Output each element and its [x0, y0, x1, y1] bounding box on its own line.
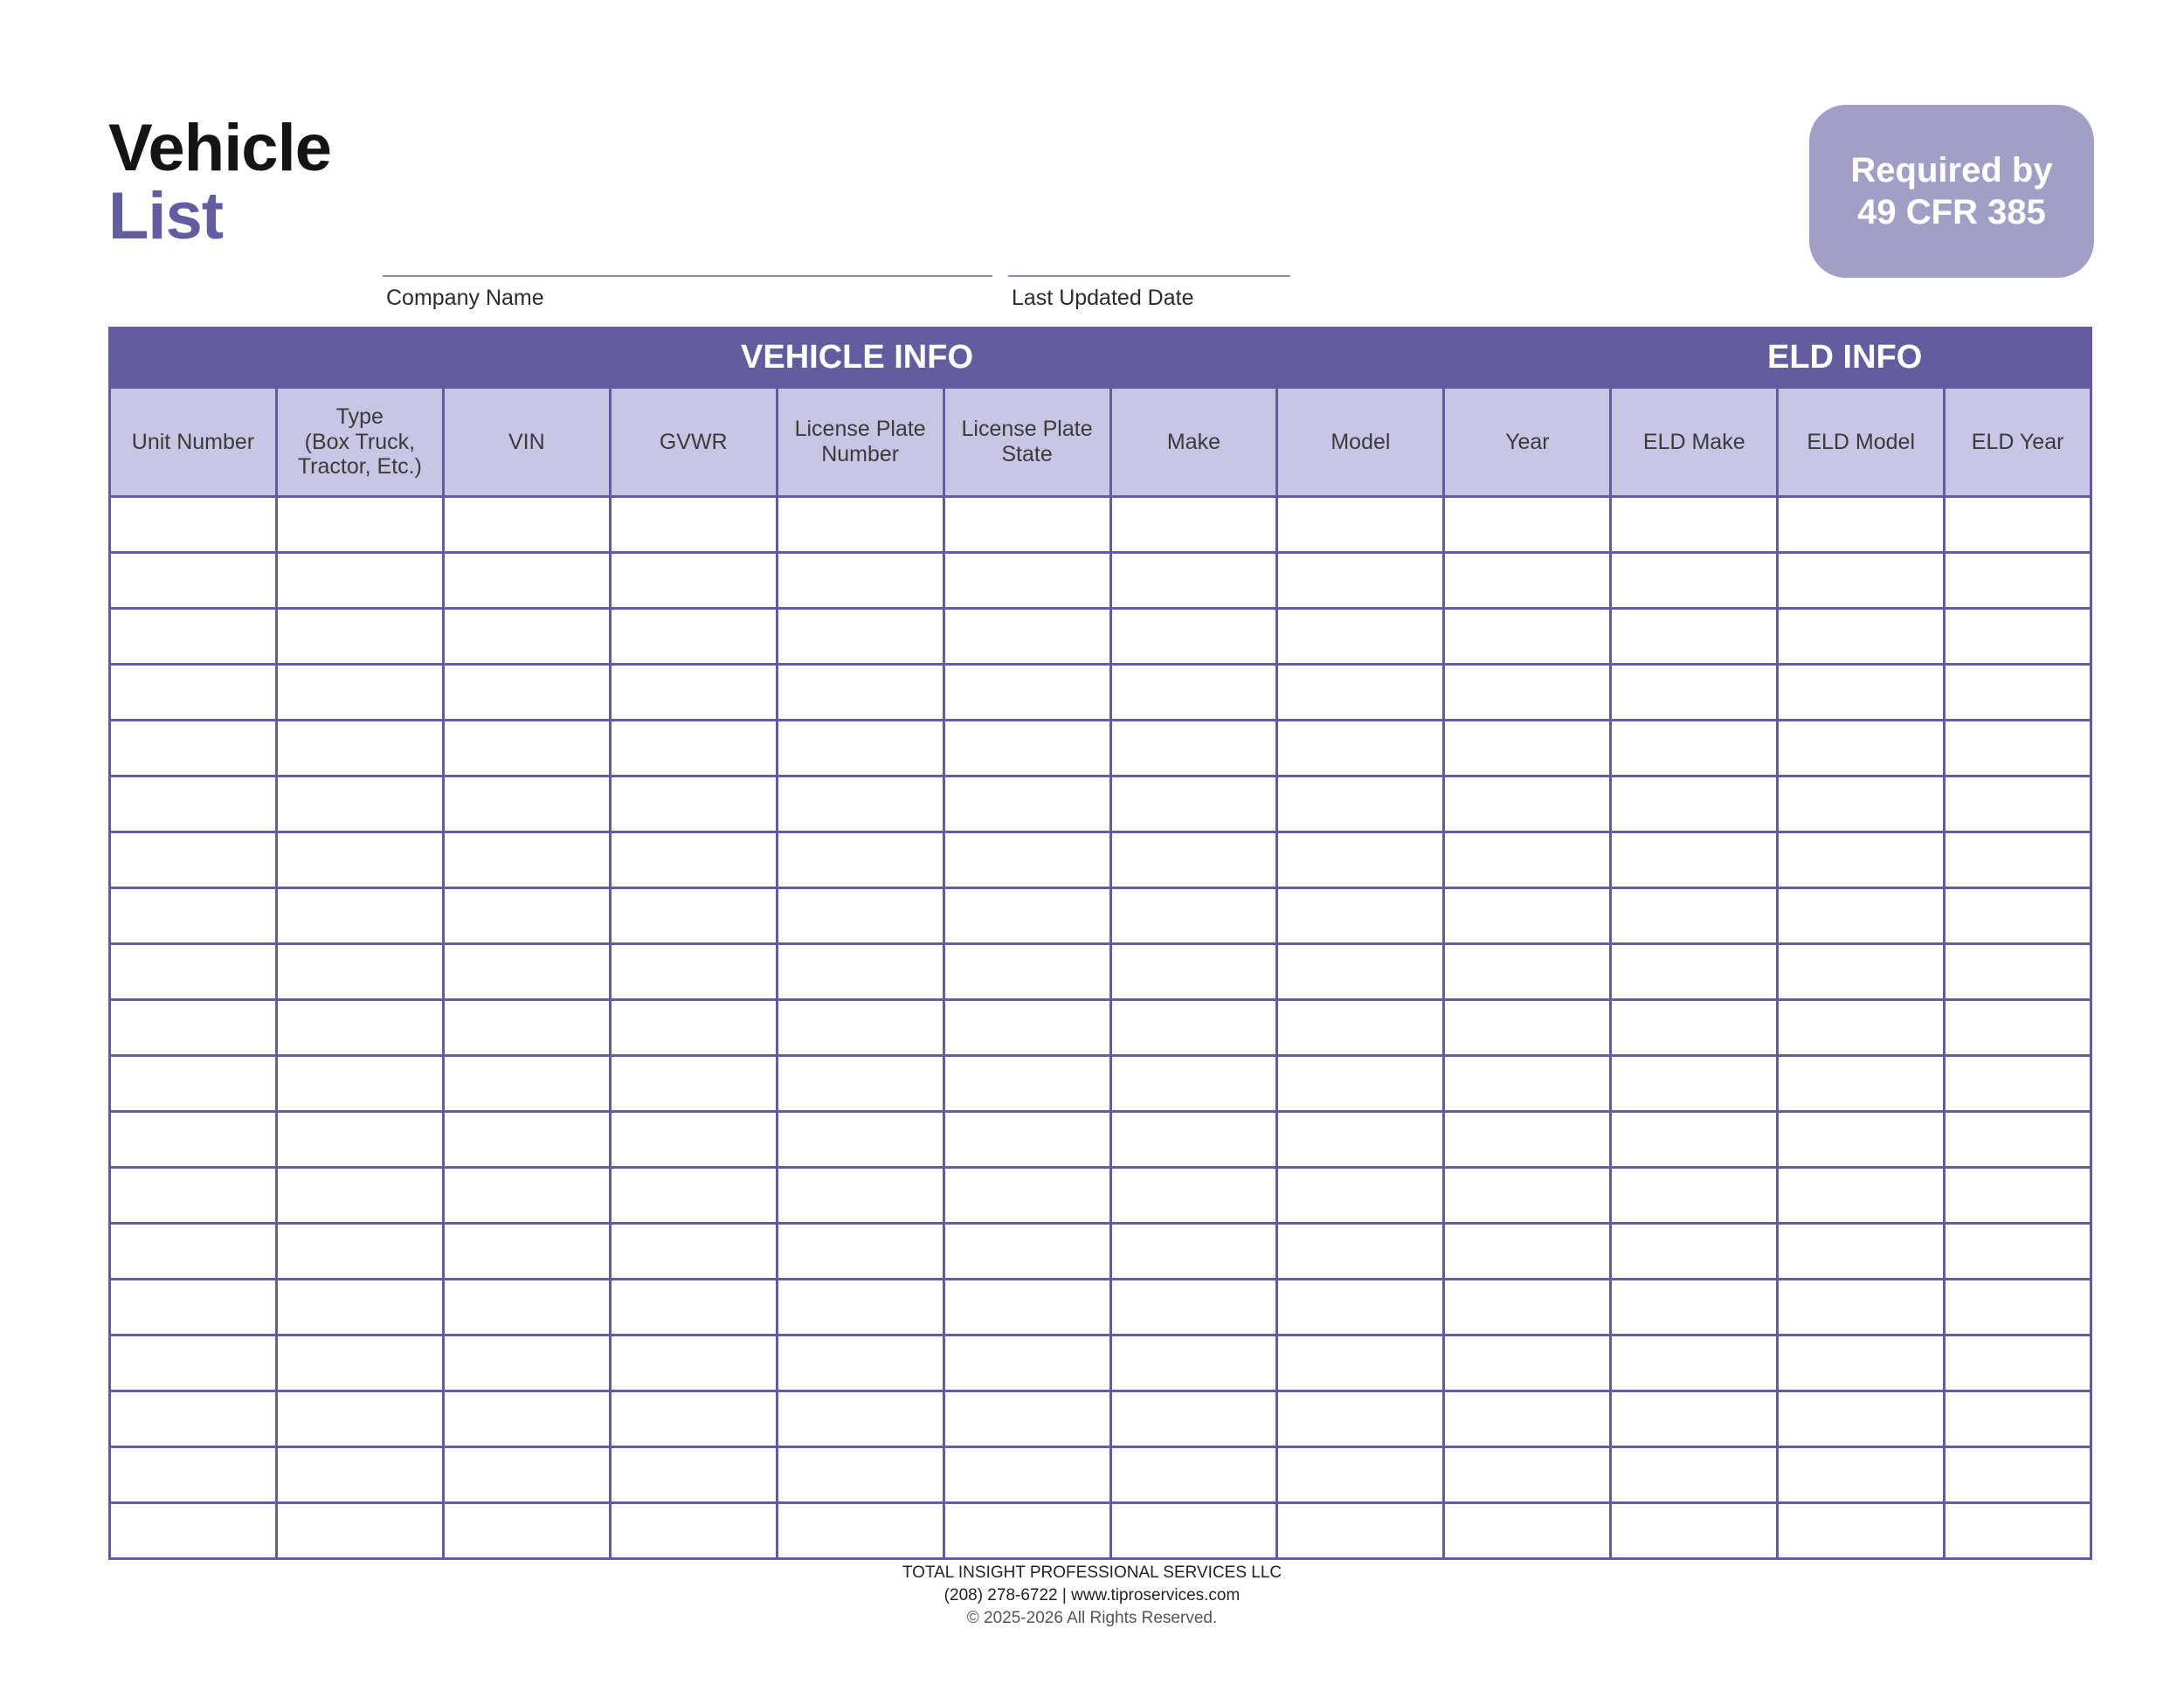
table-cell[interactable] — [778, 1113, 945, 1166]
table-cell[interactable] — [612, 1392, 778, 1446]
table-cell[interactable] — [111, 1448, 278, 1501]
table-cell[interactable] — [278, 1280, 445, 1334]
table-cell[interactable] — [1278, 945, 1445, 998]
table-cell[interactable] — [1779, 1448, 1946, 1501]
footer-company: TOTAL INSIGHT PROFESSIONAL SERVICES LLC — [902, 1563, 1282, 1582]
table-cell[interactable] — [778, 889, 945, 942]
table-cell[interactable] — [778, 1225, 945, 1278]
section-banner — [111, 329, 2090, 387]
table-cell[interactable] — [945, 1001, 1112, 1054]
column-header-row — [111, 387, 2090, 495]
table-row — [111, 607, 2090, 663]
table-cell[interactable] — [111, 945, 278, 998]
table-cell[interactable] — [111, 554, 278, 607]
table-cell[interactable] — [778, 554, 945, 607]
table-cell[interactable] — [612, 1001, 778, 1054]
table-cell[interactable] — [1112, 833, 1279, 887]
table-cell[interactable] — [111, 889, 278, 942]
table-cell[interactable] — [1278, 889, 1445, 942]
table-cell[interactable] — [1112, 1057, 1279, 1110]
table-cell[interactable] — [111, 1001, 278, 1054]
table-cell[interactable] — [778, 1280, 945, 1334]
table-cell[interactable] — [1112, 1280, 1279, 1334]
table-cell[interactable] — [1112, 1504, 1279, 1557]
table-cell[interactable] — [1779, 1280, 1946, 1334]
eld-info-heading: ELD INFO — [1767, 339, 1923, 376]
table-cell[interactable] — [612, 610, 778, 663]
page-title-line1: Vehicle — [108, 111, 331, 185]
table-cell[interactable] — [445, 1169, 612, 1222]
column-header: ELD Model — [1779, 389, 1946, 495]
table-cell[interactable] — [612, 1113, 778, 1166]
table-cell[interactable] — [1946, 945, 2090, 998]
table-row — [111, 887, 2090, 942]
table-row — [111, 1334, 2090, 1390]
table-cell[interactable] — [945, 1392, 1112, 1446]
table-cell[interactable] — [778, 945, 945, 998]
table-cell[interactable] — [1278, 1392, 1445, 1446]
table-cell[interactable] — [1612, 1504, 1779, 1557]
table-cell[interactable] — [1445, 554, 1612, 607]
table-cell[interactable] — [278, 777, 445, 831]
page-title-line2: List — [108, 179, 224, 253]
table-cell[interactable] — [1445, 1113, 1612, 1166]
table-cell[interactable] — [1112, 889, 1279, 942]
table-cell[interactable] — [111, 666, 278, 719]
table-cell[interactable] — [1445, 1448, 1612, 1501]
table-cell[interactable] — [1112, 1001, 1279, 1054]
table-cell[interactable] — [1946, 1057, 2090, 1110]
table-cell[interactable] — [778, 1448, 945, 1501]
table-cell[interactable] — [1612, 1169, 1779, 1222]
table-cell[interactable] — [1612, 1057, 1779, 1110]
table-cell[interactable] — [111, 1504, 278, 1557]
table-cell[interactable] — [1612, 1001, 1779, 1054]
table-cell[interactable] — [1612, 1336, 1779, 1390]
table-cell[interactable] — [1278, 1057, 1445, 1110]
table-cell[interactable] — [1278, 610, 1445, 663]
table-cell[interactable] — [1946, 1336, 2090, 1390]
table-cell[interactable] — [1112, 610, 1279, 663]
table-body — [111, 495, 2090, 1557]
table-cell[interactable] — [111, 1392, 278, 1446]
table-cell[interactable] — [945, 666, 1112, 719]
table-cell[interactable] — [1779, 889, 1946, 942]
table-cell[interactable] — [1112, 554, 1279, 607]
table-cell[interactable] — [278, 833, 445, 887]
table-cell[interactable] — [778, 1169, 945, 1222]
table-row — [111, 495, 2090, 551]
table-cell[interactable] — [1779, 498, 1946, 551]
table-cell[interactable] — [1278, 498, 1445, 551]
table-cell[interactable] — [1779, 1113, 1946, 1166]
regulation-badge — [1809, 105, 2094, 278]
table-cell[interactable] — [445, 554, 612, 607]
table-cell[interactable] — [1612, 1113, 1779, 1166]
table-cell[interactable] — [1445, 610, 1612, 663]
table-cell[interactable] — [1612, 610, 1779, 663]
table-cell[interactable] — [1779, 721, 1946, 775]
table-cell[interactable] — [1445, 498, 1612, 551]
table-cell[interactable] — [1445, 1280, 1612, 1334]
table-cell[interactable] — [1278, 1001, 1445, 1054]
table-cell[interactable] — [278, 1504, 445, 1557]
table-cell[interactable] — [1278, 1113, 1445, 1166]
table-row — [111, 942, 2090, 998]
table-cell[interactable] — [1445, 666, 1612, 719]
table-cell[interactable] — [1946, 498, 2090, 551]
table-cell[interactable] — [445, 1448, 612, 1501]
table-cell[interactable] — [445, 610, 612, 663]
table-cell[interactable] — [945, 1280, 1112, 1334]
table-cell[interactable] — [278, 1448, 445, 1501]
table-cell[interactable] — [111, 1225, 278, 1278]
table-cell[interactable] — [778, 777, 945, 831]
table-cell[interactable] — [445, 1225, 612, 1278]
table-cell[interactable] — [278, 554, 445, 607]
table-cell[interactable] — [1946, 1169, 2090, 1222]
table-cell[interactable] — [445, 721, 612, 775]
table-cell[interactable] — [1946, 610, 2090, 663]
table-cell[interactable] — [945, 610, 1112, 663]
table-cell[interactable] — [945, 833, 1112, 887]
table-cell[interactable] — [1946, 721, 2090, 775]
table-cell[interactable] — [612, 1169, 778, 1222]
column-header: License Plate State — [945, 389, 1112, 495]
table-row — [111, 1054, 2090, 1110]
table-cell[interactable] — [612, 777, 778, 831]
table-cell[interactable] — [1779, 1392, 1946, 1446]
table-cell[interactable] — [445, 1280, 612, 1334]
badge-line2: 49 CFR 385 — [1857, 193, 2046, 231]
table-cell[interactable] — [1946, 1392, 2090, 1446]
table-cell[interactable] — [1112, 498, 1279, 551]
table-cell[interactable] — [1612, 554, 1779, 607]
table-cell[interactable] — [111, 1336, 278, 1390]
table-cell[interactable] — [1445, 889, 1612, 942]
table-cell[interactable] — [1112, 1448, 1279, 1501]
table-cell[interactable] — [1779, 1057, 1946, 1110]
table-cell[interactable] — [278, 498, 445, 551]
table-cell[interactable] — [1278, 1225, 1445, 1278]
table-cell[interactable] — [278, 1169, 445, 1222]
table-cell[interactable] — [1445, 1392, 1612, 1446]
table-cell[interactable] — [278, 1057, 445, 1110]
table-cell[interactable] — [1278, 1504, 1445, 1557]
table-cell[interactable] — [612, 666, 778, 719]
table-row — [111, 1278, 2090, 1334]
table-cell[interactable] — [111, 721, 278, 775]
column-header: Model — [1278, 389, 1445, 495]
table-cell[interactable] — [1445, 777, 1612, 831]
footer — [0, 1562, 2184, 1630]
table-cell[interactable] — [445, 1336, 612, 1390]
table-cell[interactable] — [278, 1001, 445, 1054]
table-cell[interactable] — [445, 777, 612, 831]
table-cell[interactable] — [445, 1113, 612, 1166]
table-cell[interactable] — [278, 945, 445, 998]
table-row — [111, 831, 2090, 887]
table-cell[interactable] — [1946, 1225, 2090, 1278]
table-cell[interactable] — [1946, 554, 2090, 607]
table-cell[interactable] — [778, 833, 945, 887]
table-cell[interactable] — [1779, 833, 1946, 887]
badge-line1: Required by — [1850, 151, 2053, 190]
table-cell[interactable] — [111, 610, 278, 663]
column-header: Type (Box Truck, Tractor, Etc.) — [278, 389, 445, 495]
table-cell[interactable] — [1445, 1001, 1612, 1054]
table-cell[interactable] — [945, 777, 1112, 831]
vehicle-info-heading: VEHICLE INFO — [741, 339, 974, 376]
table-cell[interactable] — [1779, 777, 1946, 831]
table-cell[interactable] — [1946, 1280, 2090, 1334]
table-row — [111, 1390, 2090, 1446]
table-cell[interactable] — [1612, 498, 1779, 551]
table-cell[interactable] — [445, 1057, 612, 1110]
table-cell[interactable] — [1612, 833, 1779, 887]
table-cell[interactable] — [1946, 666, 2090, 719]
table-cell[interactable] — [1779, 666, 1946, 719]
table-cell[interactable] — [1112, 1225, 1279, 1278]
table-cell[interactable] — [778, 1057, 945, 1110]
table-cell[interactable] — [778, 1392, 945, 1446]
table-cell[interactable] — [1946, 833, 2090, 887]
table-cell[interactable] — [111, 1057, 278, 1110]
table-cell[interactable] — [278, 1113, 445, 1166]
column-header: GVWR — [612, 389, 778, 495]
table-cell[interactable] — [1445, 945, 1612, 998]
table-cell[interactable] — [1779, 610, 1946, 663]
table-cell[interactable] — [612, 1336, 778, 1390]
table-cell[interactable] — [1779, 1001, 1946, 1054]
table-cell[interactable] — [1445, 1225, 1612, 1278]
last-updated-line[interactable] — [1008, 275, 1290, 277]
table-cell[interactable] — [778, 1504, 945, 1557]
table-cell[interactable] — [1278, 1448, 1445, 1501]
table-cell[interactable] — [945, 889, 1112, 942]
company-name-line[interactable] — [383, 275, 992, 277]
table-cell[interactable] — [945, 1225, 1112, 1278]
table-cell[interactable] — [1612, 1280, 1779, 1334]
table-cell[interactable] — [945, 1504, 1112, 1557]
table-cell[interactable] — [612, 498, 778, 551]
table-cell[interactable] — [445, 666, 612, 719]
table-cell[interactable] — [945, 498, 1112, 551]
table-cell[interactable] — [278, 666, 445, 719]
table-row — [111, 663, 2090, 719]
table-cell[interactable] — [1779, 945, 1946, 998]
table-cell[interactable] — [278, 889, 445, 942]
table-cell[interactable] — [445, 833, 612, 887]
table-cell[interactable] — [445, 498, 612, 551]
table-cell[interactable] — [612, 1225, 778, 1278]
table-cell[interactable] — [945, 554, 1112, 607]
table-cell[interactable] — [1278, 833, 1445, 887]
table-cell[interactable] — [1946, 1113, 2090, 1166]
footer-contact: (208) 278-6722 | www.tiproservices.com — [943, 1586, 1241, 1605]
table-cell[interactable] — [778, 610, 945, 663]
table-cell[interactable] — [1946, 889, 2090, 942]
table-cell[interactable] — [111, 833, 278, 887]
table-row — [111, 998, 2090, 1054]
table-cell[interactable] — [1278, 1169, 1445, 1222]
table-cell[interactable] — [612, 889, 778, 942]
last-updated-label: Last Updated Date — [1012, 286, 1194, 310]
column-header: Unit Number — [111, 389, 278, 495]
table-cell[interactable] — [612, 1280, 778, 1334]
table-cell[interactable] — [1445, 721, 1612, 775]
table-row — [111, 1446, 2090, 1501]
table-cell[interactable] — [945, 1057, 1112, 1110]
table-cell[interactable] — [1612, 1392, 1779, 1446]
table-cell[interactable] — [1612, 721, 1779, 775]
table-cell[interactable] — [945, 945, 1112, 998]
table-cell[interactable] — [111, 498, 278, 551]
table-cell[interactable] — [1112, 1113, 1279, 1166]
table-cell[interactable] — [612, 945, 778, 998]
table-cell[interactable] — [1278, 1336, 1445, 1390]
table-cell[interactable] — [111, 777, 278, 831]
table-cell[interactable] — [1445, 1504, 1612, 1557]
table-cell[interactable] — [1612, 1225, 1779, 1278]
table-cell[interactable] — [1779, 1504, 1946, 1557]
table-cell[interactable] — [1278, 777, 1445, 831]
table-cell[interactable] — [1278, 1280, 1445, 1334]
column-header: ELD Year — [1971, 429, 2064, 454]
table-cell[interactable] — [1278, 666, 1445, 719]
table-cell[interactable] — [1112, 1392, 1279, 1446]
table-cell[interactable] — [945, 1169, 1112, 1222]
table-cell[interactable] — [1779, 1225, 1946, 1278]
table-cell[interactable] — [1445, 1057, 1612, 1110]
table-cell[interactable] — [278, 721, 445, 775]
table-cell[interactable] — [1445, 833, 1612, 887]
table-cell[interactable] — [1612, 777, 1779, 831]
table-cell[interactable] — [1278, 721, 1445, 775]
table-cell[interactable] — [445, 1504, 612, 1557]
table-row — [111, 551, 2090, 607]
table-cell[interactable] — [111, 1169, 278, 1222]
table-cell[interactable] — [778, 666, 945, 719]
table-cell[interactable] — [1112, 666, 1279, 719]
table-cell[interactable] — [612, 1448, 778, 1501]
company-name-label: Company Name — [386, 286, 544, 310]
table-cell[interactable] — [1612, 666, 1779, 719]
table-cell[interactable] — [612, 721, 778, 775]
column-header: Year — [1445, 389, 1612, 495]
table-cell[interactable] — [1112, 721, 1279, 775]
table-cell[interactable] — [278, 610, 445, 663]
table-cell[interactable] — [778, 1336, 945, 1390]
footer-copyright: © 2025-2026 All Rights Reserved. — [966, 1609, 1218, 1627]
table-cell[interactable] — [111, 1113, 278, 1166]
table-row — [111, 1110, 2090, 1166]
vehicle-table — [108, 327, 2092, 1560]
table-row — [111, 775, 2090, 831]
table-cell[interactable] — [778, 498, 945, 551]
table-cell[interactable] — [1779, 1169, 1946, 1222]
table-cell[interactable] — [1946, 777, 2090, 831]
table-cell[interactable] — [445, 1001, 612, 1054]
table-cell[interactable] — [612, 833, 778, 887]
table-cell[interactable] — [1445, 1169, 1612, 1222]
table-cell[interactable] — [778, 721, 945, 775]
table-cell[interactable] — [1112, 777, 1279, 831]
table-cell[interactable] — [1612, 945, 1779, 998]
table-cell[interactable] — [445, 889, 612, 942]
table-cell[interactable] — [1779, 554, 1946, 607]
table-cell[interactable] — [1612, 1448, 1779, 1501]
table-cell[interactable] — [445, 945, 612, 998]
table-row — [111, 1166, 2090, 1222]
table-cell[interactable] — [612, 554, 778, 607]
table-cell[interactable] — [945, 1113, 1112, 1166]
table-cell[interactable] — [1946, 1448, 2090, 1501]
table-cell[interactable] — [278, 1392, 445, 1446]
table-cell[interactable] — [1946, 1001, 2090, 1054]
table-cell[interactable] — [612, 1504, 778, 1557]
column-header: Make — [1112, 389, 1279, 495]
column-header: VIN — [445, 389, 612, 495]
table-cell[interactable] — [1278, 554, 1445, 607]
table-cell[interactable] — [445, 1392, 612, 1446]
table-cell[interactable] — [945, 1336, 1112, 1390]
table-cell[interactable] — [278, 1225, 445, 1278]
table-cell[interactable] — [1946, 1504, 2090, 1557]
table-cell[interactable] — [945, 721, 1112, 775]
column-header: ELD Make — [1612, 389, 1779, 495]
table-cell[interactable] — [1779, 1336, 1946, 1390]
table-cell[interactable] — [945, 1448, 1112, 1501]
table-cell[interactable] — [111, 1280, 278, 1334]
table-row — [111, 1222, 2090, 1278]
table-row — [111, 719, 2090, 775]
table-cell[interactable] — [1112, 1169, 1279, 1222]
table-cell[interactable] — [278, 1336, 445, 1390]
table-cell[interactable] — [1112, 1336, 1279, 1390]
column-header: License Plate Number — [778, 389, 945, 495]
table-cell[interactable] — [612, 1057, 778, 1110]
table-cell[interactable] — [778, 1001, 945, 1054]
table-cell[interactable] — [1445, 1336, 1612, 1390]
table-cell[interactable] — [1612, 889, 1779, 942]
table-row — [111, 1501, 2090, 1557]
table-cell[interactable] — [1112, 945, 1279, 998]
